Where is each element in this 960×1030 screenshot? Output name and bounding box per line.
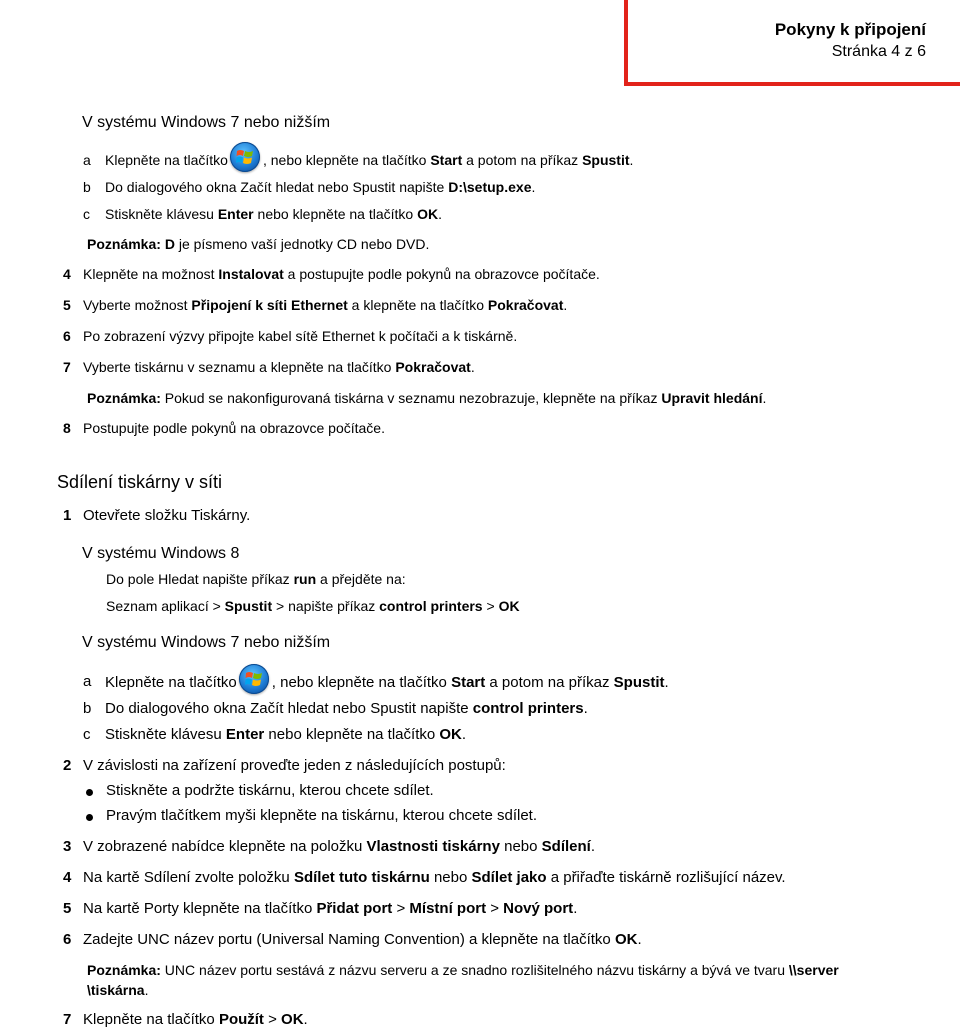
section-heading-win7-share: V systému Windows 7 nebo nižším bbox=[82, 634, 331, 651]
step-6: 6 Po zobrazení výzvy připojte kabel sítě Ethernet k počítači a k tiskárně. bbox=[63, 328, 518, 344]
note-unc-line-1: Poznámka: UNC název portu sestává z názvu serveru a ze snadno rozlišitelného názvu tiskárny a bývá ve tvaru \\server bbox=[87, 962, 839, 978]
bullet-dot bbox=[86, 814, 93, 821]
step-5: 5 Vyberte možnost Připojení k síti Ethernet a klepněte na tlačítko Pokračovat. bbox=[63, 297, 568, 313]
bullet-right-click: Pravým tlačítkem myši klepněte na tiskárnu, kterou chcete sdílet. bbox=[106, 807, 538, 824]
note-unc-line-2: \tiskárna. bbox=[87, 982, 149, 998]
step-4: 4 Klepněte na možnost Instalovat a postupujte podle pokynů na obrazovce počítače. bbox=[63, 266, 600, 282]
share-step-a: a Klepněte na tlačítko , nebo klepněte na tlačítko Start a potom na příkaz Spustit. bbox=[83, 672, 91, 692]
share-step-7: 7 Klepněte na tlačítko Použít > OK. bbox=[63, 1011, 308, 1028]
step-a: a Klepněte na tlačítko , nebo klepněte na tlačítko Start a potom na příkaz Spustit. bbox=[83, 150, 91, 170]
bullet-press-hold: Stiskněte a podržte tiskárnu, kterou chcete sdílet. bbox=[106, 782, 434, 799]
share-step-4: 4 Na kartě Sdílení zvolte položku Sdílet tuto tiskárnu nebo Sdílet jako a přiřaďte tiskárně rozlišující název. bbox=[63, 869, 786, 886]
share-step-b: b Do dialogového okna Začít hledat nebo Spustit napište control printers. bbox=[83, 700, 588, 717]
bullet-dot bbox=[86, 789, 93, 796]
share-step-3: 3 V zobrazené nabídce klepněte na položku Vlastnosti tiskárny nebo Sdílení. bbox=[63, 838, 596, 855]
share-step-c: c Stiskněte klávesu Enter nebo klepněte na tlačítko OK. bbox=[83, 726, 467, 743]
step-8: 8 Postupujte podle pokynů na obrazovce počítače. bbox=[63, 420, 385, 436]
windows-start-icon bbox=[230, 142, 260, 172]
win8-line-1: Do pole Hledat napište příkaz run a přejděte na: bbox=[106, 571, 406, 587]
share-step-2: 2 V závislosti na zařízení proveďte jeden z následujících postupů: bbox=[63, 757, 506, 774]
header-title: Pokyny k připojení bbox=[774, 20, 926, 39]
share-step-5: 5 Na kartě Porty klepněte na tlačítko Přidat port > Místní port > Nový port. bbox=[63, 900, 578, 917]
win8-line-2: Seznam aplikací > Spustit > napište příkaz control printers > OK bbox=[106, 598, 520, 614]
step-c: c Stiskněte klávesu Enter nebo klepněte na tlačítko OK. bbox=[83, 206, 442, 222]
page-header bbox=[624, 0, 960, 86]
section-heading-win8: V systému Windows 8 bbox=[82, 545, 240, 562]
note-dvd: Poznámka: D je písmeno vaší jednotky CD nebo DVD. bbox=[87, 236, 430, 252]
header-page-number: Stránka 4 z 6 bbox=[831, 43, 926, 60]
share-step-6: 6 Zadejte UNC název portu (Universal Naming Convention) a klepněte na tlačítko OK. bbox=[63, 931, 642, 948]
note-edit-search: Poznámka: Pokud se nakonfigurovaná tiskárna v seznamu nezobrazuje, klepněte na příkaz Upravit hledání. bbox=[87, 390, 767, 406]
section-heading-win7: V systému Windows 7 nebo nižším bbox=[82, 114, 331, 131]
share-step-1: 1 Otevřete složku Tiskárny. bbox=[63, 507, 251, 524]
windows-start-icon bbox=[239, 664, 269, 694]
step-7: 7 Vyberte tiskárnu v seznamu a klepněte na tlačítko Pokračovat. bbox=[63, 359, 475, 375]
section-title-sharing: Sdílení tiskárny v síti bbox=[57, 472, 223, 492]
step-b: b Do dialogového okna Začít hledat nebo Spustit napište D:\setup.exe. bbox=[83, 179, 536, 195]
